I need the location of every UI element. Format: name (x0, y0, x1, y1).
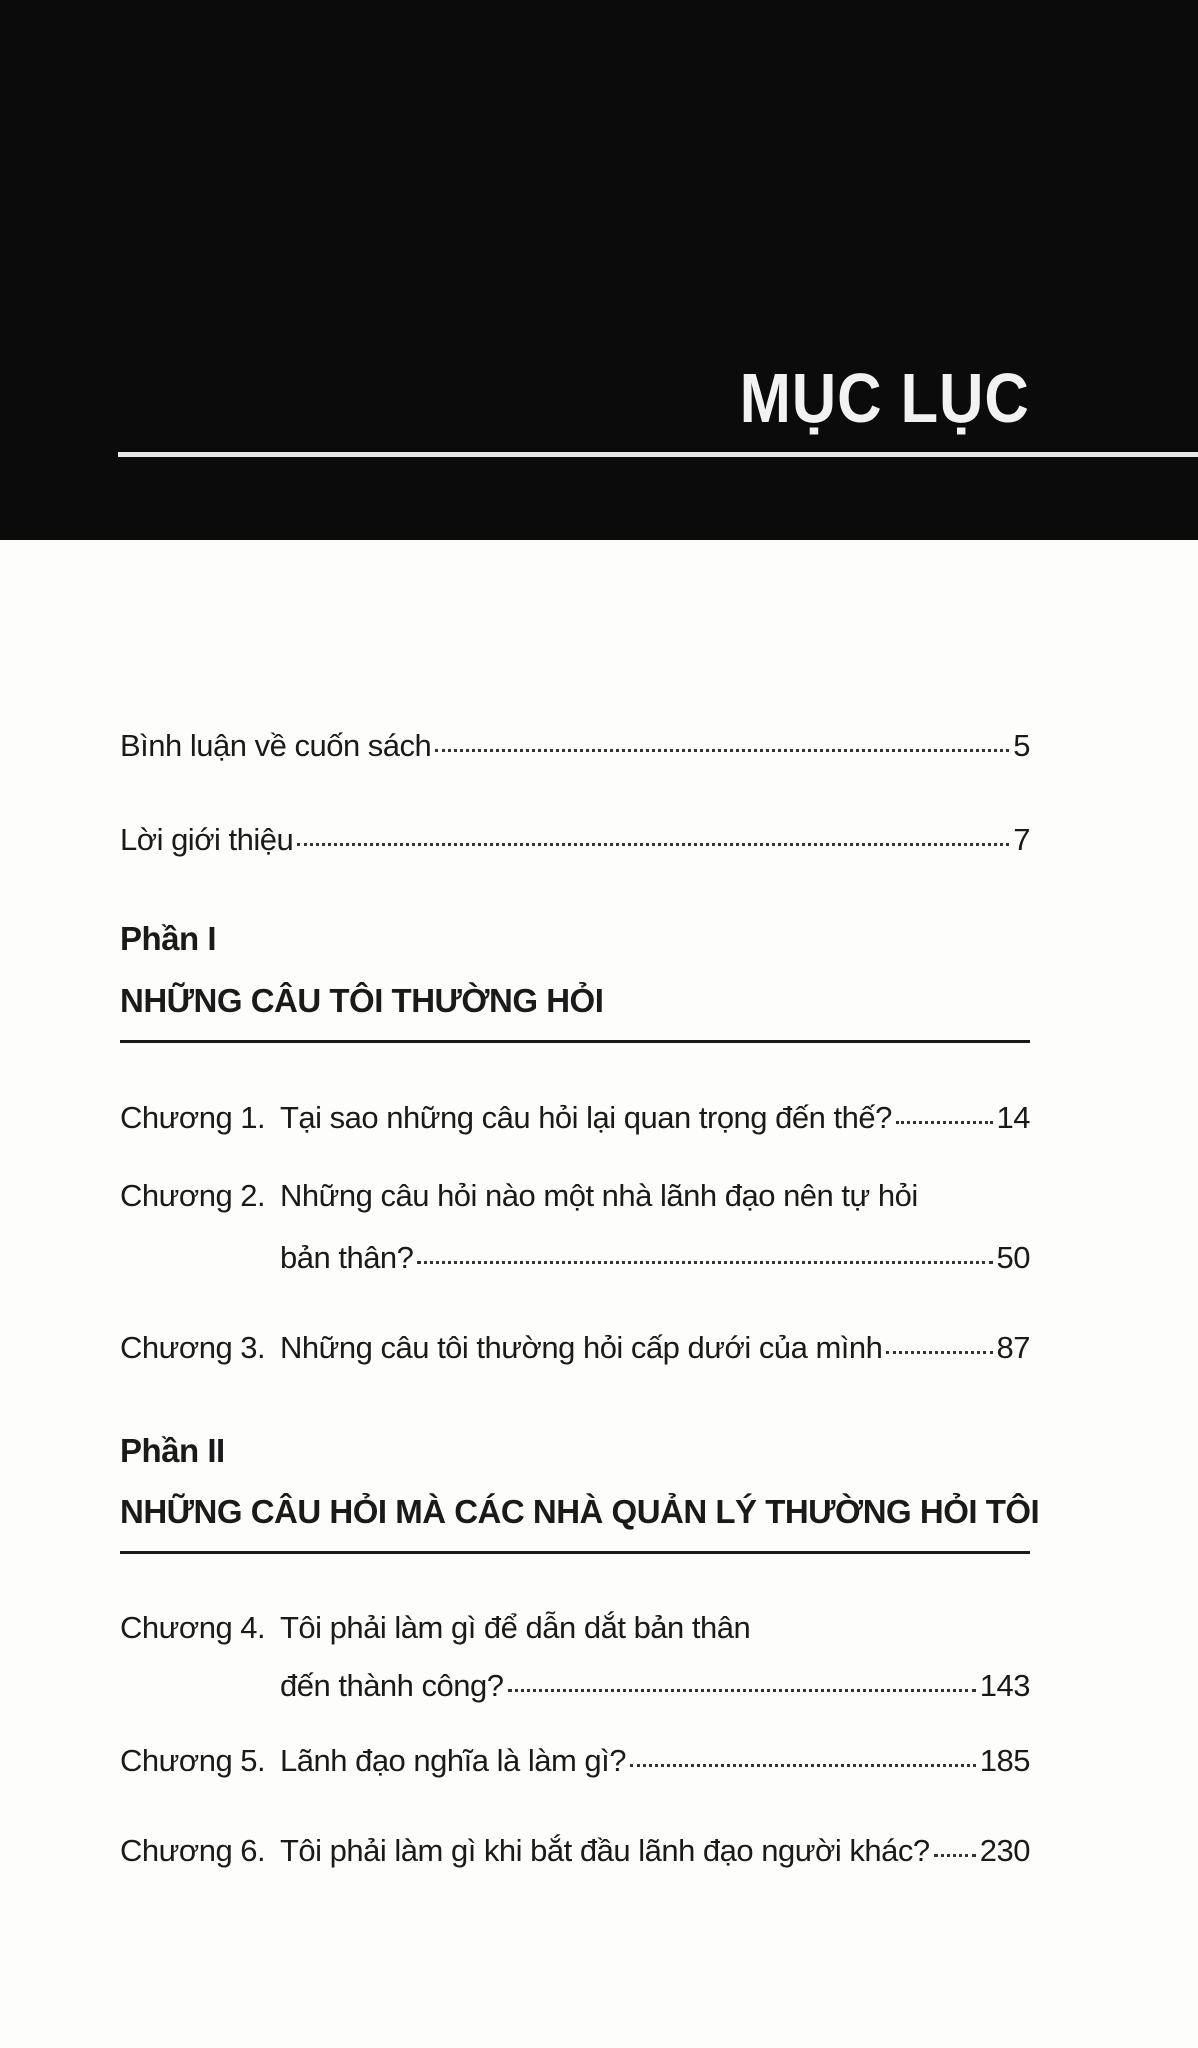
entry-text: Bình luận về cuốn sách (120, 728, 432, 763)
part-title: NHỮNG CÂU HỎI MÀ CÁC NHÀ QUẢN LÝ THƯỜNG HỎI TÔI (120, 1493, 1040, 1530)
entry-text: Những câu tôi thường hỏi cấp dưới của mình (280, 1330, 883, 1365)
entry-text: Lãnh đạo nghĩa là làm gì? (280, 1743, 626, 1778)
entry-page: 14 (996, 1100, 1030, 1135)
part-rule (120, 1040, 1030, 1043)
chapter-label: Chương 3. (120, 1330, 266, 1365)
dot-leader (435, 749, 1009, 752)
entry-text: bản thân? (280, 1240, 414, 1275)
entry-page: 50 (996, 1240, 1030, 1275)
dot-leader (630, 1764, 976, 1767)
entry-text: Tôi phải làm gì khi bắt đầu lãnh đạo người khác? (280, 1833, 930, 1868)
page-title: MỤC LỤC (739, 359, 1030, 437)
part-title: NHỮNG CÂU TÔI THƯỜNG HỎI (120, 982, 604, 1019)
entry-text: đến thành công? (280, 1668, 504, 1703)
part-label: Phần II (120, 1432, 225, 1469)
toc-entry[interactable] (120, 1610, 1030, 1646)
entry-text: Lời giới thiệu (120, 822, 294, 857)
dot-leader (297, 843, 1009, 846)
chapter-label: Chương 4. (120, 1610, 266, 1645)
toc-entry[interactable] (120, 1833, 1030, 1869)
chapter-label: Chương 1. (120, 1100, 266, 1135)
entry-page: 7 (1013, 822, 1030, 857)
toc-entry[interactable] (120, 822, 1030, 858)
toc-entry-continuation[interactable] (120, 1668, 1030, 1704)
entry-text: Những câu hỏi nào một nhà lãnh đạo nên tự hỏi (280, 1178, 918, 1213)
dot-leader (896, 1121, 993, 1124)
entry-text: Tôi phải làm gì để dẫn dắt bản thân (280, 1610, 751, 1645)
dot-leader (934, 1854, 976, 1857)
entry-page: 87 (996, 1330, 1030, 1365)
entry-page: 143 (979, 1668, 1030, 1703)
header-rule (118, 452, 1198, 457)
toc-entry[interactable] (120, 728, 1030, 764)
entry-page: 230 (979, 1833, 1030, 1868)
entry-text: Tại sao những câu hỏi lại quan trọng đến thế? (280, 1100, 892, 1135)
toc-entry-continuation[interactable] (120, 1240, 1030, 1276)
part-rule (120, 1551, 1030, 1554)
entry-page: 5 (1013, 728, 1030, 763)
chapter-label: Chương 2. (120, 1178, 266, 1213)
dot-leader (886, 1351, 992, 1354)
dot-leader (417, 1261, 992, 1264)
toc-entry[interactable] (120, 1178, 1030, 1214)
chapter-label: Chương 5. (120, 1743, 266, 1778)
header-band (0, 0, 1198, 540)
toc-entry[interactable] (120, 1743, 1030, 1779)
toc-entry[interactable] (120, 1330, 1030, 1366)
chapter-label: Chương 6. (120, 1833, 266, 1868)
part-label: Phần I (120, 920, 217, 957)
dot-leader (508, 1689, 976, 1692)
entry-page: 185 (979, 1743, 1030, 1778)
toc-entry[interactable] (120, 1100, 1030, 1136)
